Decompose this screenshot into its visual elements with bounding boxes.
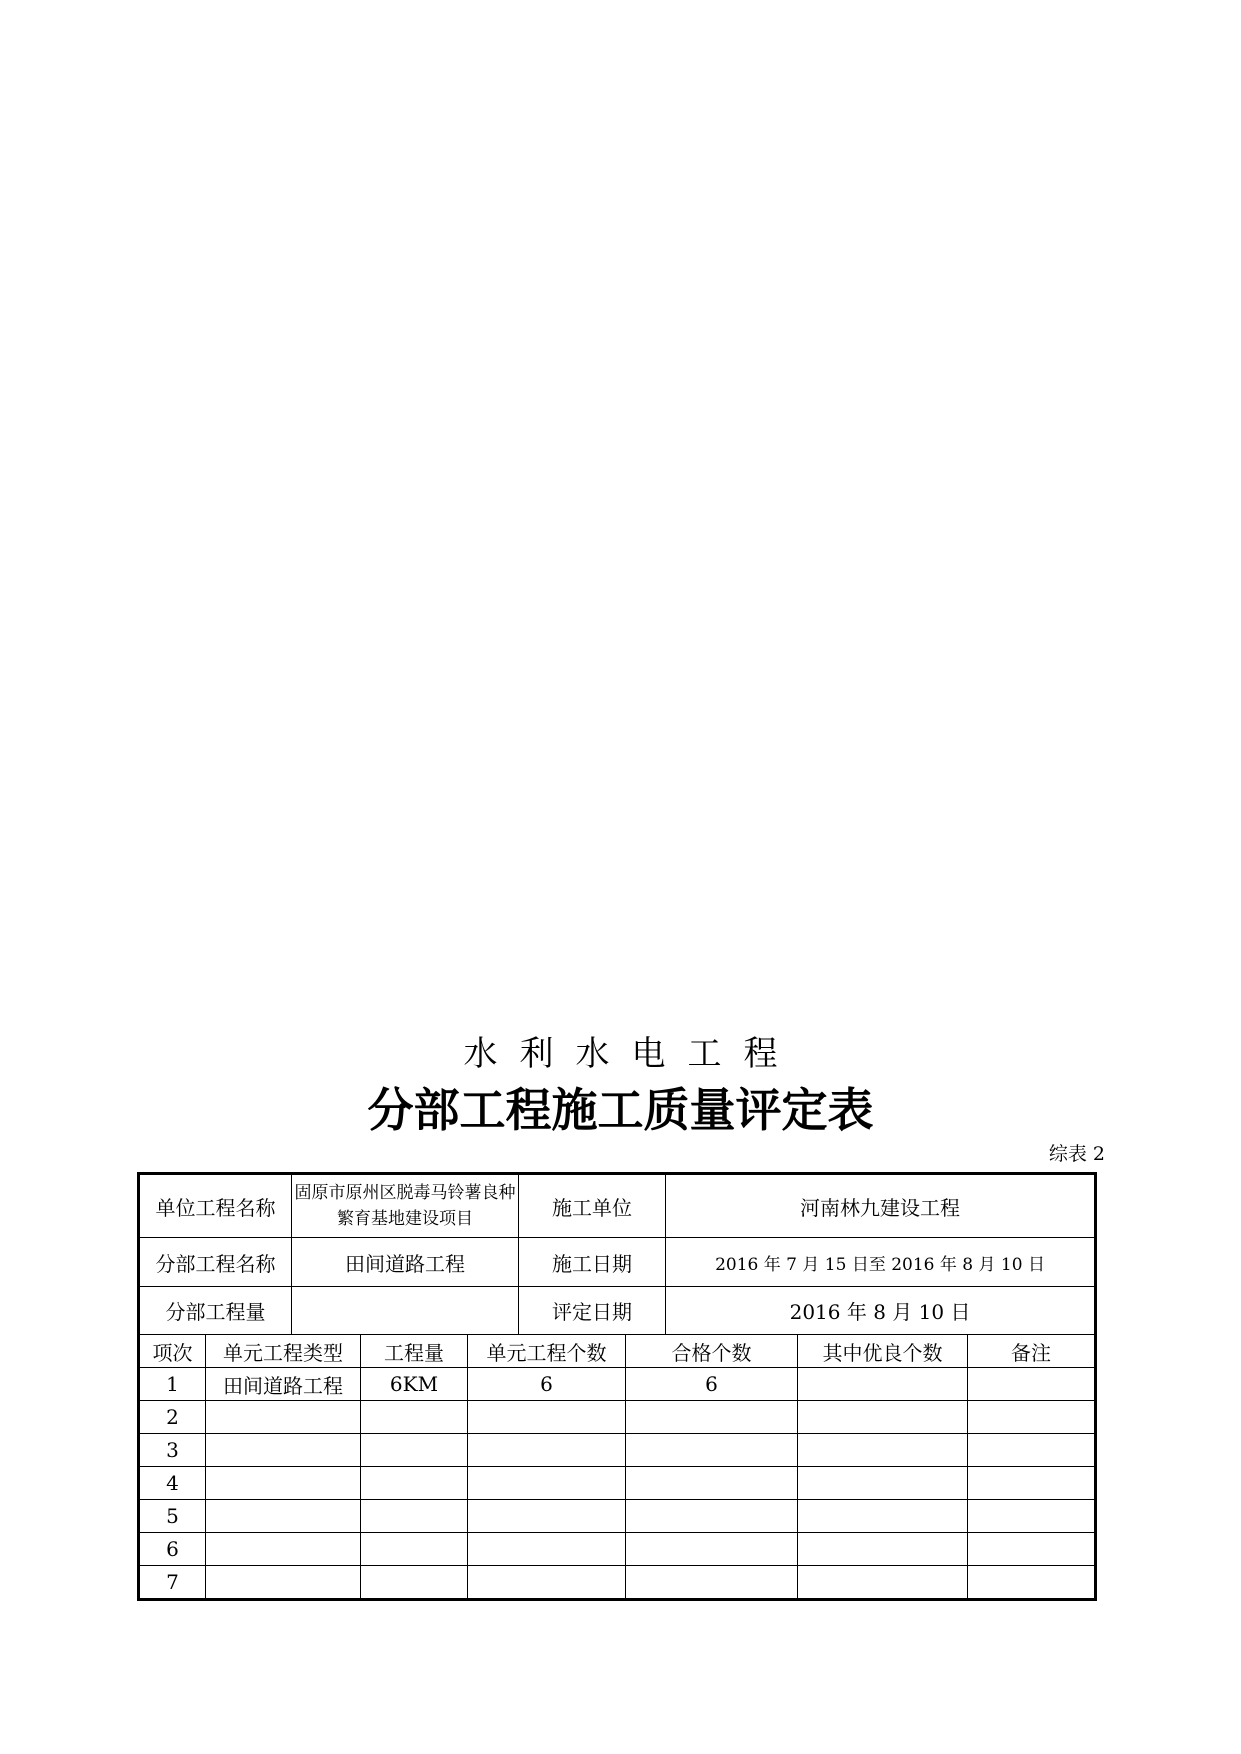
cell-unit-type: 田间道路工程: [206, 1368, 361, 1401]
construction-date-value: 2016 年 7 月 15 日至 2016 年 8 月 10 日: [666, 1238, 1096, 1287]
form-category-title: 水利水电工程: [463, 1034, 800, 1074]
header-qualified-count: 合格个数: [626, 1335, 798, 1368]
cell-qualified-count: [626, 1533, 798, 1566]
cell-remarks: [968, 1368, 1096, 1401]
cell-unit-type: [206, 1566, 361, 1600]
cell-qualified-count: [626, 1566, 798, 1600]
cell-item-no: 7: [139, 1566, 206, 1600]
cell-quantity: [361, 1500, 468, 1533]
info-row-unit-project: [139, 1174, 1096, 1238]
cell-remarks: [968, 1500, 1096, 1533]
quantity-value: [292, 1287, 519, 1335]
cell-unit-count: [468, 1401, 626, 1434]
form-title: 分部工程施工质量评定表: [367, 1083, 874, 1137]
cell-excellent-count: [798, 1401, 968, 1434]
cell-qualified-count: [626, 1434, 798, 1467]
header-unit-count: 单元工程个数: [468, 1335, 626, 1368]
cell-quantity: [361, 1401, 468, 1434]
cell-unit-count: 6: [468, 1368, 626, 1401]
contractor-label: 施工单位: [519, 1174, 666, 1238]
cell-unit-count: [468, 1533, 626, 1566]
header-item-no: 项次: [139, 1335, 206, 1368]
info-row-sub-project: [139, 1238, 1096, 1287]
evaluation-table: [137, 1172, 1097, 1601]
table-row: [139, 1500, 1096, 1533]
table-row: [139, 1401, 1096, 1434]
cell-remarks: [968, 1434, 1096, 1467]
cell-qualified-count: [626, 1401, 798, 1434]
contractor-value: 河南林九建设工程: [666, 1174, 1096, 1238]
unit-project-value: 固原市原州区脱毒马铃薯良种繁育基地建设项目: [292, 1174, 519, 1238]
cell-qualified-count: 6: [626, 1368, 798, 1401]
table-row: [139, 1533, 1096, 1566]
cell-excellent-count: [798, 1467, 968, 1500]
cell-remarks: [968, 1467, 1096, 1500]
cell-excellent-count: [798, 1500, 968, 1533]
cell-qualified-count: [626, 1467, 798, 1500]
table-header-row: [139, 1335, 1096, 1368]
cell-item-no: 3: [139, 1434, 206, 1467]
cell-quantity: 6KM: [361, 1368, 468, 1401]
cell-excellent-count: [798, 1434, 968, 1467]
cell-unit-type: [206, 1533, 361, 1566]
cell-quantity: [361, 1533, 468, 1566]
form-number: 综表 2: [1048, 1143, 1105, 1165]
cell-unit-type: [206, 1500, 361, 1533]
table-row: [139, 1467, 1096, 1500]
construction-date-label: 施工日期: [519, 1238, 666, 1287]
cell-item-no: 6: [139, 1533, 206, 1566]
cell-qualified-count: [626, 1500, 798, 1533]
sub-project-value: 田间道路工程: [292, 1238, 519, 1287]
cell-item-no: 1: [139, 1368, 206, 1401]
table-row: [139, 1566, 1096, 1600]
cell-quantity: [361, 1434, 468, 1467]
cell-remarks: [968, 1533, 1096, 1566]
evaluation-date-label: 评定日期: [519, 1287, 666, 1335]
cell-unit-type: [206, 1434, 361, 1467]
cell-excellent-count: [798, 1368, 968, 1401]
header-remarks: 备注: [968, 1335, 1096, 1368]
table-row: [139, 1368, 1096, 1401]
cell-quantity: [361, 1566, 468, 1600]
cell-excellent-count: [798, 1533, 968, 1566]
cell-item-no: 4: [139, 1467, 206, 1500]
cell-item-no: 2: [139, 1401, 206, 1434]
info-row-quantity: [139, 1287, 1096, 1335]
header-quantity: 工程量: [361, 1335, 468, 1368]
cell-quantity: [361, 1467, 468, 1500]
quantity-label: 分部工程量: [139, 1287, 292, 1335]
unit-project-label: 单位工程名称: [139, 1174, 292, 1238]
cell-unit-count: [468, 1467, 626, 1500]
cell-unit-count: [468, 1434, 626, 1467]
table-row: [139, 1434, 1096, 1467]
cell-unit-type: [206, 1467, 361, 1500]
cell-unit-count: [468, 1566, 626, 1600]
cell-item-no: 5: [139, 1500, 206, 1533]
cell-excellent-count: [798, 1566, 968, 1600]
header-unit-type: 单元工程类型: [206, 1335, 361, 1368]
cell-remarks: [968, 1401, 1096, 1434]
cell-unit-type: [206, 1401, 361, 1434]
cell-unit-count: [468, 1500, 626, 1533]
cell-remarks: [968, 1566, 1096, 1600]
header-excellent-count: 其中优良个数: [798, 1335, 968, 1368]
sub-project-label: 分部工程名称: [139, 1238, 292, 1287]
evaluation-date-value: 2016 年 8 月 10 日: [666, 1287, 1096, 1335]
